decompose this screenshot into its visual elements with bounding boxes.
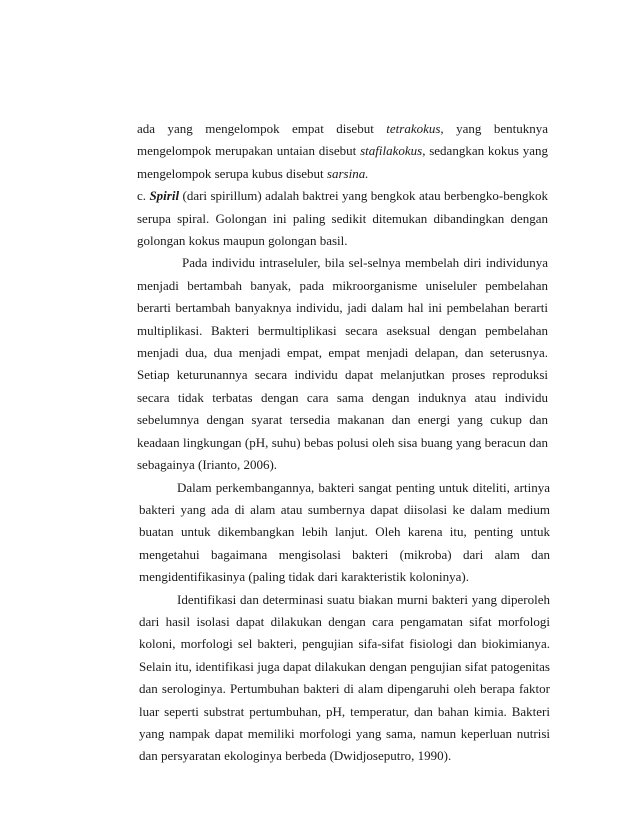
text-segment: (dari spirillum) adalah baktrei yang bengkok atau berbengko-bengkok serupa spiral. Golongan ini paling sedikit ditemukan dibandingkan dengan golongan kokus maupun golongan basil. xyxy=(137,188,548,249)
paragraph-identifikasi: Identifikasi dan determinasi suatu biakan murni bakteri yang diperoleh dari hasil isolasi dapat dilakukan dengan cara pengamatan sifat morfologi koloni, morfologi sel bakteri, pengujian sifa-sifat fisiologi dan biokimianya. Selain itu, identifikasi juga dapat dilakukan dengan pengujian sifat patogenitas dan serologinya. Pertumbuhan bakteri di alam dipengaruhi oleh berapa faktor luar seperti substrat pertumbuhan, pH, temperatur, dan bahan kimia. Bakteri yang nampak dapat memiliki morfologi yang sama, namun keperluan nutrisi dan persyaratan ekologinya berbeda (Dwidjoseputro, 1990). xyxy=(139,591,550,764)
text-segment: , sedangkan kokus yang mengelompok serupa kubus disebut xyxy=(137,143,548,181)
paragraph-kokus-continuation xyxy=(137,118,548,185)
term-sarsina: sarsina. xyxy=(326,165,369,181)
paragraph-spiril xyxy=(137,185,548,252)
text-segment: ada yang mengelompok empat disebut xyxy=(137,121,387,136)
paragraph-pembelahan: Pada individu intraseluler, bila sel-selnya membelah diri individunya menjadi bertambah banyak, pada mikroorganisme uniseluler pembelahan berarti bertambah banyaknya individu, jadi dalam hal ini pembelahan berarti multiplikasi. Bakteri bermultiplikasi secara aseksual dengan pembelahan menjadi dua, dua menjadi empat, empat menjadi delapan, dan seterusnya. Setiap keturunannya secara individu dapat melanjutkan proses reproduksi secara tidak terbatas dengan cara sama dengan induknya atau individu sebelumnya dengan syarat tersedia makanan dan energi yang cukup dan keadaan lingkungan (pH, suhu) bebas polusi oleh sisa buang yang beracun dan sebagainya (Irianto, 2006). xyxy=(137,255,548,473)
body-text xyxy=(137,118,548,768)
text-segment: , yang bentuknya mengelompok merupakan untaian disebut xyxy=(137,121,548,159)
list-marker: c. xyxy=(137,188,150,204)
term-tetrakokus: tetrakokus xyxy=(386,121,441,136)
term-spiril: Spiril xyxy=(149,188,180,204)
paragraph-perkembangan: Dalam perkembangannya, bakteri sangat penting untuk diteliti, artinya bakteri yang ada di alam atau sumbernya dapat diisolasi ke dalam medium buatan untuk dikembangkan lebih lanjut. Oleh karena itu, penting untuk mengetahui bagaimana mengisolasi bakteri (mikroba) dari alam dan mengidentifikasinya (paling tidak dari karakteristik koloninya). xyxy=(139,479,550,585)
term-stafilakokus: stafilakokus xyxy=(360,143,423,159)
